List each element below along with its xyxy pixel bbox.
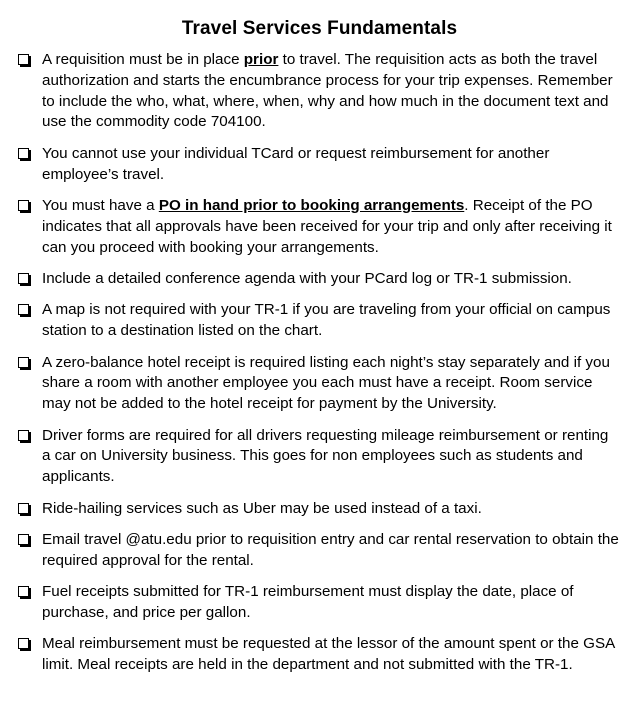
checklist-item <box>18 499 621 520</box>
checkbox-icon <box>18 586 29 597</box>
item-text: Ride-hailing services such as Uber may be used instead of a taxi. <box>42 499 482 517</box>
item-text: Email travel @atu.edu prior to requisition entry and car rental reservation to obtain the required approval for the rental. <box>42 530 619 569</box>
checkbox-icon <box>18 304 29 315</box>
checklist-item <box>18 269 621 290</box>
item-text: Driver forms are required for all drivers requesting mileage reimbursement or renting a car on University business. This goes for non employees such as students and applicants. <box>42 426 609 486</box>
checklist-item <box>18 582 621 624</box>
checkbox-icon <box>18 273 29 284</box>
checklist-item <box>18 300 621 342</box>
checklist-item <box>18 144 621 186</box>
checkbox-icon <box>18 534 29 545</box>
item-text: You cannot use your individual TCard or request reimbursement for another employee’s travel. <box>42 144 550 183</box>
item-text: Meal reimbursement must be requested at the lessor of the amount spent or the GSA limit. Meal receipts are held in the department and not submitted with the TR-1. <box>42 635 615 674</box>
checkbox-icon <box>18 357 29 368</box>
checklist <box>18 50 621 676</box>
item-emphasis: PO in hand prior to booking arrangements <box>158 196 465 214</box>
item-text-end: to travel. The requisition acts as both the travel authorization and starts the encumbrance process for your trip expenses. Remember to include the who, what, where, when, why and how much in the document text and use the commodity code 704100. <box>42 51 613 131</box>
checklist-item <box>18 426 621 488</box>
checklist-item <box>18 353 621 415</box>
item-text-end: . Receipt of the PO indicates that all approvals have been received for your trip and only after receiving it can you proceed with booking your arrangements. <box>42 196 612 256</box>
item-emphasis: prior <box>243 51 279 68</box>
checkbox-icon <box>18 638 29 649</box>
item-text: Include a detailed conference agenda with your PCard log or TR-1 submission. <box>42 269 572 287</box>
item-text: A map is not required with your TR-1 if you are traveling from your official on campus station to a destination listed on the chart. <box>42 301 611 340</box>
item-text: A requisition must be in place <box>42 51 244 68</box>
checklist-item <box>18 634 621 676</box>
item-text: You must have a <box>42 196 159 214</box>
checkbox-icon <box>18 54 29 65</box>
checkbox-icon <box>18 200 29 211</box>
page-title: Travel Services Fundamentals <box>181 18 458 39</box>
checkbox-icon <box>18 148 29 159</box>
checklist-item <box>18 530 621 572</box>
checkbox-icon <box>18 430 29 441</box>
checkbox-icon <box>18 503 29 514</box>
item-text: A zero-balance hotel receipt is required listing each night’s stay separately and if you share a room with another employee you each must have a receipt. Room service may not be added to the hotel receipt for payment by the University. <box>42 353 610 413</box>
item-text: Fuel receipts submitted for TR-1 reimbursement must display the date, place of purchase, and price per gallon. <box>42 583 574 621</box>
checklist-item <box>18 196 621 258</box>
checklist-item <box>18 50 621 133</box>
